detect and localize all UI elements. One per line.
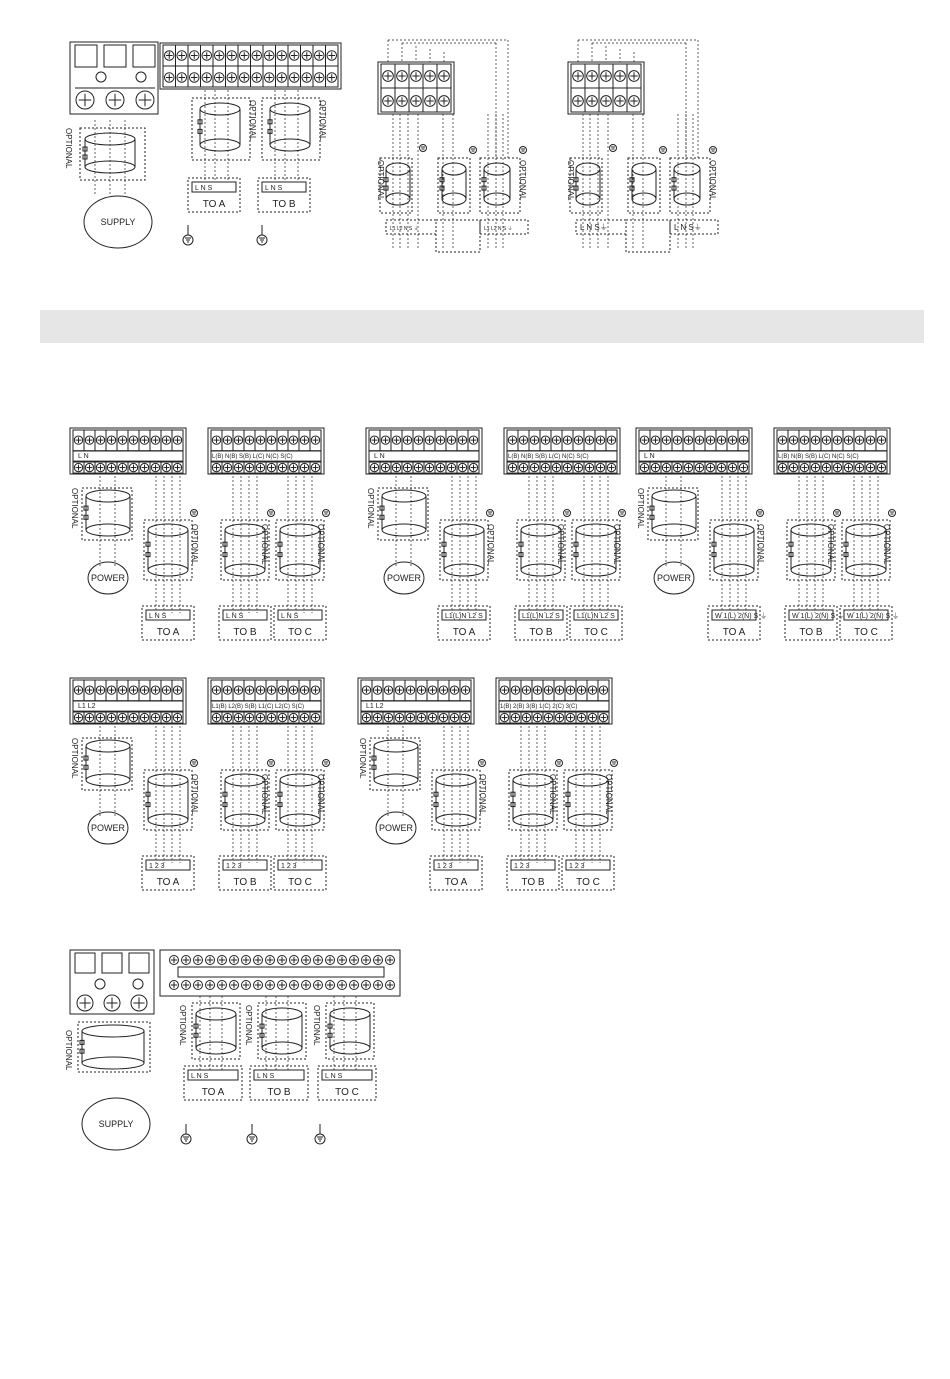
conduit-bottom — [196, 1042, 236, 1054]
to-unit-label: TO B — [799, 627, 823, 638]
indoor-terminal-label: L N S — [195, 185, 213, 192]
optional-label: OPTIONAL — [190, 524, 199, 565]
indoor-terminal-label: W 1(L) 2(N) S ⏚ — [715, 613, 768, 620]
ground-icon — [610, 145, 617, 152]
to-unit-label: TO A — [452, 627, 476, 638]
supply-conduit — [80, 1025, 144, 1069]
conduit-top — [576, 524, 616, 536]
conduit-bottom — [436, 814, 476, 826]
conduit-a — [198, 103, 240, 151]
indoor-terminal-label: L1(L)N L2 S — [445, 613, 483, 620]
conduit-bottom — [714, 564, 754, 576]
to-unit-label: TO A — [156, 627, 180, 638]
indoor-terminal-label: 1 2 3 — [514, 863, 530, 870]
to-unit-label: TO A — [444, 877, 468, 888]
ground-icon — [133, 979, 143, 989]
optional-label: OPTIONAL — [190, 774, 199, 815]
terminal-label: L1 L2 — [78, 703, 96, 710]
indoor-terminal-label: W 1(L) 2(N) S ⏚ — [847, 613, 900, 620]
conduit — [223, 524, 265, 576]
conduit-top — [444, 524, 484, 536]
optional-label: OPTIONAL — [366, 488, 375, 529]
conduit — [146, 774, 188, 826]
to-unit-label: TO A — [202, 199, 226, 210]
ground-icon — [191, 760, 198, 767]
conduit — [146, 524, 188, 576]
optional-zone — [710, 520, 758, 580]
conduit-top — [442, 163, 466, 175]
ground-icon — [520, 147, 527, 154]
ground-icon — [470, 147, 477, 154]
optional-label: OPTIONAL — [566, 160, 575, 201]
conduit-bottom — [442, 193, 466, 205]
to-unit-label: TO B — [521, 877, 545, 888]
conduit-top — [652, 490, 696, 502]
optional-label: OPTIONAL — [612, 524, 621, 565]
terminal-label: 1(B) 2(B) 3(B) 1(C) 2(C) 3(C) — [500, 704, 578, 710]
breaker-switch — [133, 45, 155, 67]
ground-icon — [420, 145, 427, 152]
conduit-top — [382, 490, 426, 502]
ground-icon — [889, 510, 896, 517]
conduit — [574, 163, 600, 205]
conduit-bottom — [148, 814, 188, 826]
terminal-label-strip — [639, 451, 749, 461]
optional-zone — [378, 488, 428, 540]
indoor-terminal-label: 1 2 3 — [149, 863, 165, 870]
conduit-bottom — [513, 814, 553, 826]
conduit-top — [521, 524, 561, 536]
indoor-terminal-label: L N S⏚ — [580, 223, 608, 232]
conduit-bottom — [86, 774, 130, 786]
optional-label: OPTIONAL — [358, 738, 367, 779]
indoor-terminal-label: L N S — [325, 1073, 343, 1080]
conduit — [223, 774, 265, 826]
ground-icon — [323, 510, 330, 517]
optional-label: OPTIONAL — [260, 774, 269, 815]
to-unit-label: TO B — [272, 199, 296, 210]
indoor-terminal-label: W 1(L) 2(N) S ⏚ — [792, 613, 845, 620]
to-unit-label: TO C — [584, 627, 608, 638]
optional-zone — [144, 770, 192, 830]
conduit-top — [148, 774, 188, 786]
conduit-bottom — [225, 814, 265, 826]
ground-icon — [323, 760, 330, 767]
ground-icon — [834, 510, 841, 517]
indoor-terminal-label: L N S — [265, 185, 283, 192]
ground-icon — [268, 510, 275, 517]
conduit-top — [225, 774, 265, 786]
conduit — [260, 1008, 302, 1054]
ground-icon — [136, 72, 146, 82]
breaker-switch — [75, 45, 97, 67]
indoor-terminal-label: L N S — [281, 613, 299, 620]
conduit-bottom — [576, 564, 616, 576]
to-unit-label: TO C — [288, 877, 312, 888]
breaker-indicator — [95, 979, 105, 989]
terminal-label: L(B) N(B) S(B) L(C) N(C) S(C) — [212, 454, 293, 460]
conduit-bottom — [82, 1057, 144, 1069]
indoor-terminal-label: 1 2 3 — [569, 863, 585, 870]
optional-label: OPTIONAL — [826, 524, 835, 565]
breaker-switch — [75, 953, 95, 973]
ground-icon — [556, 760, 563, 767]
ground-icon — [710, 147, 717, 154]
ground-icon — [191, 510, 198, 517]
terminal-label: L N — [78, 453, 89, 460]
indoor-terminal-label: 1 2 3 — [437, 863, 453, 870]
power-oval-label: POWER — [90, 573, 126, 583]
indoor-terminal-label: L1(L)N L2 S — [522, 613, 560, 620]
optional-zone — [82, 488, 132, 540]
power-oval-label: POWER — [386, 573, 422, 583]
conduit-top — [791, 524, 831, 536]
conduit-bottom — [382, 524, 426, 536]
conduit-top — [196, 1008, 236, 1020]
conduit-bottom — [846, 564, 886, 576]
optional-label: OPTIONAL — [376, 160, 385, 201]
conduit-b — [268, 103, 310, 151]
conduit-bottom — [652, 524, 696, 536]
ground-icon — [487, 510, 494, 517]
conduit-bottom — [225, 564, 265, 576]
conduit-top — [674, 163, 700, 175]
conduit-bottom — [386, 193, 410, 205]
conduit-bottom — [632, 193, 656, 205]
optional-label: OPTIONAL — [244, 1005, 253, 1046]
conduit-top — [846, 524, 886, 536]
ground-icon — [564, 510, 571, 517]
conduit-top — [262, 1008, 302, 1020]
conduit-bottom — [280, 814, 320, 826]
optional-zone — [432, 770, 480, 830]
optional-label: OPTIONAL — [518, 160, 527, 201]
ground-icon — [660, 147, 667, 154]
optional-zone — [326, 1003, 374, 1059]
optional-label: OPTIONAL — [318, 100, 327, 141]
optional-label: OPTIONAL — [70, 738, 79, 779]
optional-label: OPTIONAL — [882, 524, 891, 565]
optional-label: OPTIONAL — [604, 774, 613, 815]
conduit — [712, 524, 754, 576]
conduit-top — [714, 524, 754, 536]
conduit-bottom — [262, 1042, 302, 1054]
indoor-terminal-label: L N S — [149, 613, 167, 620]
to-unit-label: TO B — [267, 1087, 291, 1098]
conduit-bottom — [86, 524, 130, 536]
ground-icon — [611, 760, 618, 767]
conduit-top — [200, 103, 240, 115]
optional-label: OPTIONAL — [548, 774, 557, 815]
conduit — [566, 774, 608, 826]
supply-conduit — [83, 133, 135, 173]
breaker-switch — [104, 45, 126, 67]
conduit — [194, 1008, 236, 1054]
conduit — [574, 524, 616, 576]
optional-label: OPTIONAL — [70, 488, 79, 529]
supply-oval-label: SUPPLY — [100, 217, 136, 227]
conduit-bottom — [444, 564, 484, 576]
ground-icon — [619, 510, 626, 517]
to-unit-label: TO A — [201, 1087, 225, 1098]
conduit-bottom — [568, 814, 608, 826]
to-unit-label: TO B — [233, 627, 257, 638]
optional-label: OPTIONAL — [756, 524, 765, 565]
conduit-bottom — [521, 564, 561, 576]
indoor-terminal-label: 1 2 3 — [226, 863, 242, 870]
indoor-terminal-label: L1 L2 N S ⏚ — [390, 226, 419, 232]
conduit-top — [280, 774, 320, 786]
to-unit-label: TO C — [335, 1087, 359, 1098]
conduit-bottom — [576, 193, 600, 205]
to-unit-label: TO C — [288, 627, 312, 638]
conduit-top — [225, 524, 265, 536]
optional-zone — [370, 738, 420, 790]
conduit-top — [86, 490, 130, 502]
power-oval-label: POWER — [378, 823, 414, 833]
optional-label: OPTIONAL — [316, 524, 325, 565]
indoor-terminal-label: L N S — [191, 1073, 209, 1080]
conduit — [844, 524, 886, 576]
indoor-terminal-label: L N S — [226, 613, 244, 620]
ground-icon — [757, 510, 764, 517]
terminal-label: L(B) N(B) S(B) L(C) N(C) S(C) — [508, 454, 589, 460]
terminal-label: L(B) N(B) S(B) L(C) N(C) S(C) — [778, 454, 859, 460]
terminal-label-strip — [73, 451, 183, 461]
conduit-bottom — [791, 564, 831, 576]
conduit — [434, 774, 476, 826]
terminal-label: L1(B) L2(B) S(B) L1(C) L2(C) S(C) — [212, 704, 305, 710]
conduit-top — [576, 163, 600, 175]
terminal-label-strip — [369, 451, 479, 461]
indoor-terminal-label: L1 L2 N S ⏚ — [484, 226, 513, 232]
conduit-bottom — [330, 1042, 370, 1054]
optional-zone — [82, 738, 132, 790]
conduit — [442, 524, 484, 576]
ground-icon — [479, 760, 486, 767]
conduit-top — [85, 133, 135, 145]
conduit-top — [386, 163, 410, 175]
to-unit-label: TO C — [576, 877, 600, 888]
power-oval-label: POWER — [656, 573, 692, 583]
conduit-top — [330, 1008, 370, 1020]
conduit-top — [148, 524, 188, 536]
conduit-bottom — [200, 139, 240, 151]
conduit — [789, 524, 831, 576]
conduit-top — [82, 1025, 144, 1037]
power-conduit — [650, 490, 696, 536]
conduit — [278, 774, 320, 826]
conduit-bottom — [85, 161, 135, 173]
conduit-bottom — [374, 774, 418, 786]
breaker-switch — [102, 953, 122, 973]
optional-label: OPTIONAL — [248, 100, 257, 141]
indoor-terminal-label: 1 2 3 — [281, 863, 297, 870]
supply-oval-label: SUPPLY — [98, 1119, 134, 1129]
optional-label: OPTIONAL — [478, 774, 487, 815]
optional-label: OPTIONAL — [178, 1005, 187, 1046]
conduit-top — [280, 524, 320, 536]
conduit — [278, 524, 320, 576]
to-unit-label: TO B — [529, 627, 553, 638]
optional-zone — [258, 1003, 306, 1059]
terminal-label: L N — [644, 453, 655, 460]
to-unit-label: TO A — [156, 877, 180, 888]
indoor-unit-box — [626, 220, 670, 252]
breaker-indicator — [96, 72, 106, 82]
optional-label: OPTIONAL — [556, 524, 565, 565]
optional-label: OPTIONAL — [316, 774, 325, 815]
optional-label: OPTIONAL — [64, 128, 73, 169]
power-conduit — [84, 490, 130, 536]
conduit-bottom — [280, 564, 320, 576]
optional-zone — [648, 488, 698, 540]
optional-zone — [78, 1022, 150, 1072]
optional-label: OPTIONAL — [312, 1005, 321, 1046]
terminal-label: L N — [374, 453, 385, 460]
optional-label: OPTIONAL — [486, 524, 495, 565]
optional-label: OPTIONAL — [260, 524, 269, 565]
optional-zone — [192, 1003, 240, 1059]
to-unit-label: TO C — [854, 627, 878, 638]
indoor-terminal-label: L N S — [257, 1073, 275, 1080]
ground-icon — [268, 760, 275, 767]
conduit-top — [270, 103, 310, 115]
power-conduit — [372, 740, 418, 786]
indoor-terminal-label: L N S⏚ — [674, 223, 702, 232]
conduit-top — [374, 740, 418, 752]
conduit — [511, 774, 553, 826]
conduit-top — [568, 774, 608, 786]
optional-label: OPTIONAL — [708, 160, 717, 201]
conduit-bottom — [148, 564, 188, 576]
power-conduit — [380, 490, 426, 536]
optional-label: OPTIONAL — [64, 1030, 73, 1071]
conduit — [384, 163, 410, 205]
power-conduit — [84, 740, 130, 786]
to-unit-label: TO B — [233, 877, 257, 888]
indoor-unit-box — [436, 220, 480, 252]
conduit-top — [484, 163, 510, 175]
breaker-switch — [129, 953, 149, 973]
conduit-bottom — [270, 139, 310, 151]
conduit-top — [513, 774, 553, 786]
conduit-top — [86, 740, 130, 752]
conduit-top — [436, 774, 476, 786]
mount-hole: ○ — [166, 48, 171, 57]
optional-label: OPTIONAL — [636, 488, 645, 529]
conduit — [519, 524, 561, 576]
terminal-label-strip — [178, 967, 384, 977]
conduit — [328, 1008, 370, 1054]
indoor-terminal-label: L1(L)N L2 S — [577, 613, 615, 620]
conduit-top — [632, 163, 656, 175]
optional-zone — [440, 520, 488, 580]
terminal-label: L1 L2 — [366, 703, 384, 710]
optional-zone — [144, 520, 192, 580]
power-oval-label: POWER — [90, 823, 126, 833]
to-unit-label: TO A — [722, 627, 746, 638]
